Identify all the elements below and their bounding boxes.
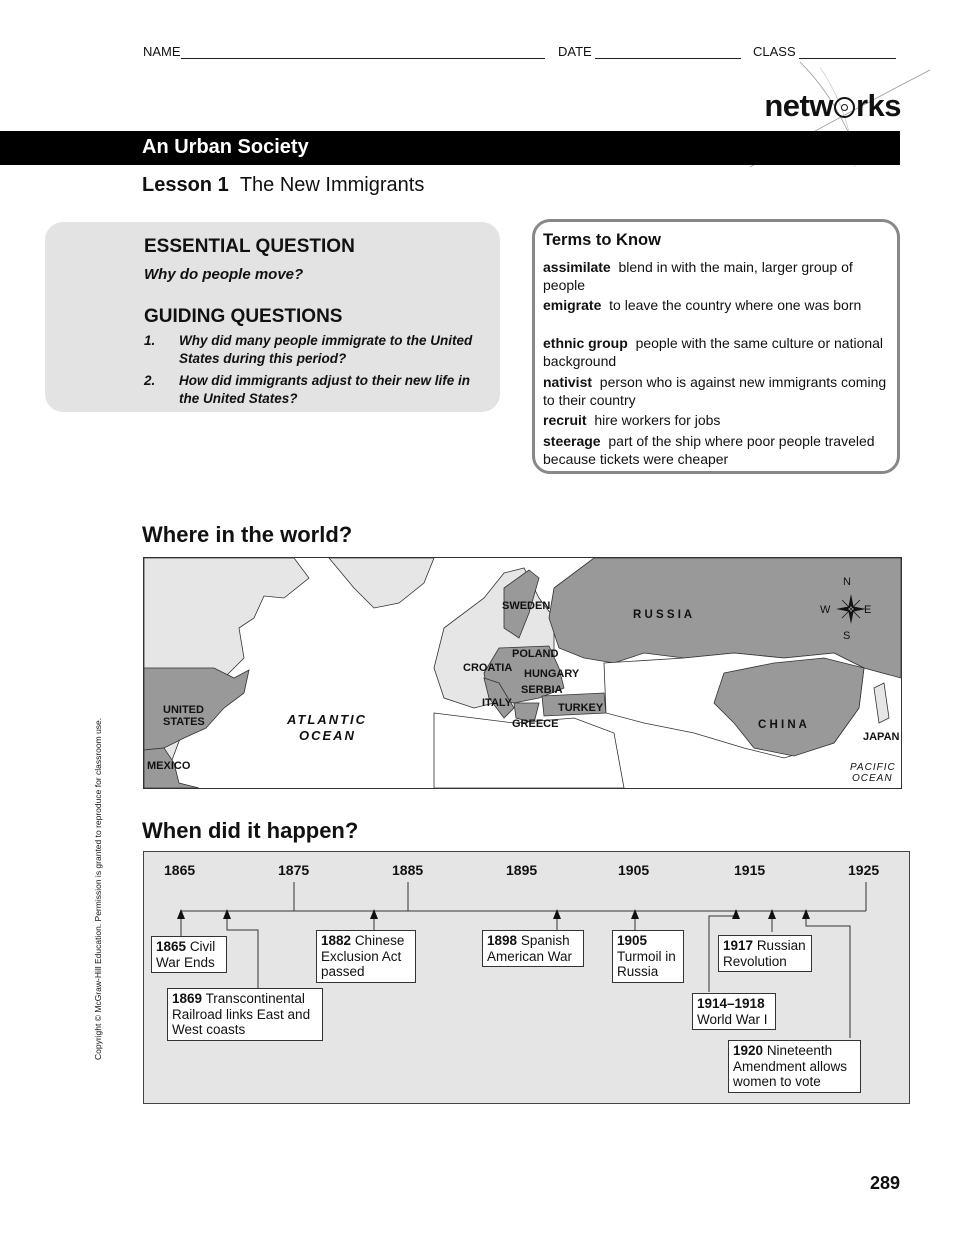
- label-turkey: TURKEY: [558, 702, 604, 714]
- term-nativist: nativist person who is against new immigrants coming to their country: [543, 374, 887, 408]
- world-map: [143, 557, 902, 789]
- term-ethnic-group: ethnic group people with the same culture or national background: [543, 335, 884, 369]
- class-label: CLASS: [753, 44, 796, 59]
- event-1898: 1898 Spanish American War: [482, 930, 584, 967]
- name-label: NAME: [143, 44, 181, 59]
- japan-land: [874, 683, 889, 723]
- year-1865: 1865: [164, 862, 196, 878]
- copyright-notice: Copyright © McGraw-Hill Education. Permission is granted to reproduce for classroom use.: [93, 717, 103, 1060]
- label-japan: JAPAN: [863, 731, 900, 743]
- label-atlantic: ATLANTIC: [287, 712, 368, 727]
- label-greece: GREECE: [512, 718, 559, 730]
- term-recruit: recruit hire workers for jobs: [543, 412, 721, 428]
- label-italy: ITALY: [482, 697, 512, 709]
- map-heading: Where in the world?: [142, 522, 353, 547]
- page-number: 289: [869, 1173, 900, 1193]
- compass-s: S: [843, 630, 851, 642]
- year-1905: 1905: [618, 862, 650, 878]
- term-emigrate: emigrate to leave the country where one was born: [543, 297, 862, 313]
- terms-title: Terms to Know: [543, 231, 661, 249]
- guiding-num-2: 2.: [144, 373, 156, 388]
- event-1914-1918: 1914–1918 World War I: [692, 993, 776, 1030]
- greenland-land: [329, 558, 434, 608]
- event-1920: 1920 Nineteenth Amendment allows women to vote: [728, 1040, 861, 1093]
- essential-question-box: [45, 222, 500, 412]
- terms-box: [532, 219, 900, 474]
- compass-e: E: [864, 604, 872, 616]
- label-russia: R U S S I A: [633, 609, 692, 621]
- year-1915: 1915: [734, 862, 766, 878]
- label-atlantic-ocean: OCEAN: [299, 728, 356, 743]
- event-1869: 1869 Transcontinental Railroad links East and West coasts: [167, 988, 323, 1041]
- label-croatia: CROATIA: [463, 662, 513, 674]
- date-field[interactable]: [558, 44, 741, 59]
- term-steerage: steerage part of the ship where poor people traveled because tickets were cheaper: [543, 433, 875, 467]
- event-1865: 1865 Civil War Ends: [151, 936, 227, 973]
- essential-question: Why do people move?: [144, 266, 304, 283]
- year-1885: 1885: [392, 862, 424, 878]
- label-hungary: HUNGARY: [524, 668, 580, 680]
- name-field[interactable]: [143, 44, 545, 59]
- label-serbia: SERBIA: [521, 684, 563, 696]
- label-pacific: PACIFIC: [850, 762, 896, 773]
- term-assimilate: assimilate blend in with the main, larger group of people: [543, 259, 853, 293]
- lesson-title: Lesson 1 The New Immigrants: [142, 174, 425, 196]
- chapter-title: An Urban Society: [142, 136, 309, 158]
- label-united: UNITED: [163, 704, 204, 716]
- event-1882: 1882 Chinese Exclusion Act passed: [316, 930, 416, 983]
- guiding-heading: GUIDING QUESTIONS: [144, 306, 343, 327]
- class-field[interactable]: [753, 44, 896, 59]
- networks-logo: netw rks: [764, 88, 901, 123]
- event-1905: 1905 Turmoil in Russia: [612, 930, 684, 983]
- map-land: [144, 558, 901, 788]
- timeline: [143, 851, 910, 1104]
- label-china: C H I N A: [758, 719, 807, 731]
- label-mexico: MEXICO: [147, 760, 191, 772]
- date-label: DATE: [558, 44, 592, 59]
- label-states: STATES: [163, 716, 205, 728]
- guiding-question-1: Why did many people immigrate to the United States during this period?: [179, 333, 473, 366]
- year-1875: 1875: [278, 862, 310, 878]
- compass-n: N: [843, 576, 851, 588]
- event-1917: 1917 Russian Revolution: [718, 935, 812, 972]
- chapter-banner: [0, 131, 900, 165]
- label-sweden: SWEDEN: [502, 600, 551, 612]
- essential-heading: ESSENTIAL QUESTION: [144, 236, 355, 257]
- guiding-question-2: How did immigrants adjust to their new life in the United States?: [179, 373, 471, 406]
- label-pacific-ocean: OCEAN: [852, 773, 893, 784]
- guiding-num-1: 1.: [144, 333, 156, 348]
- logo-o-icon: [834, 97, 855, 118]
- year-1925: 1925: [848, 862, 880, 878]
- label-poland: POLAND: [512, 648, 559, 660]
- compass-w: W: [820, 604, 831, 616]
- timeline-heading: When did it happen?: [142, 818, 359, 843]
- year-1895: 1895: [506, 862, 538, 878]
